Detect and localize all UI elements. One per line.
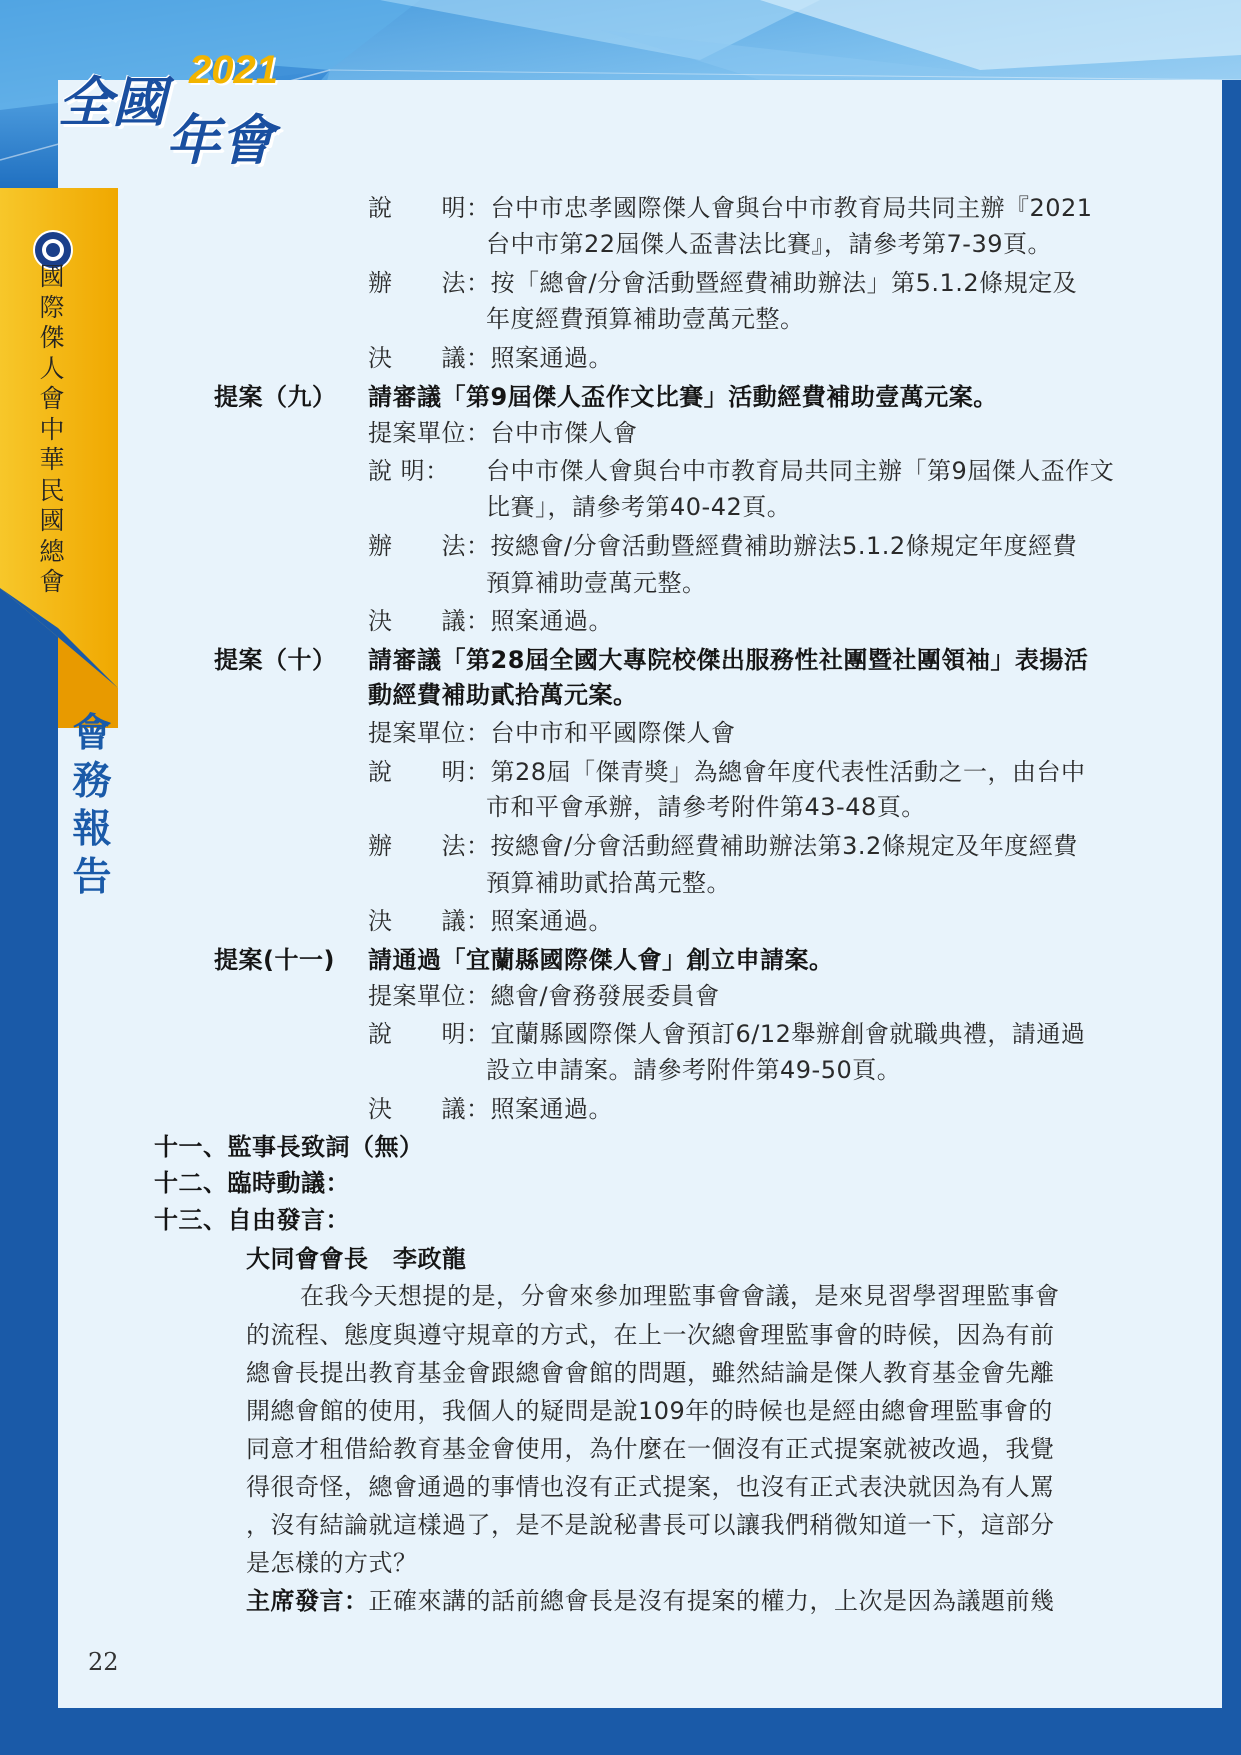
proposal-title: 請審議「第9屆傑人盃作文比賽」活動經費補助壹萬元案。 — [368, 383, 998, 411]
proposal-title: 請通過「宜蘭縣國際傑人會」創立申請案。 — [368, 946, 834, 974]
line-label: 提案單位： — [368, 982, 491, 1010]
text-line — [486, 229, 1052, 259]
line-text: 照案通過。 — [490, 1095, 613, 1123]
text-line — [368, 606, 613, 636]
line-text: 按「總會/分會活動暨經費補助辦法」第5.1.2條規定及 — [490, 269, 1078, 297]
agenda-item — [154, 1132, 424, 1162]
speaker-name — [246, 1244, 467, 1274]
text-line — [368, 193, 1093, 223]
line-label: 說 明： — [368, 1020, 491, 1048]
section-title-text: 會 務 報 告 — [72, 711, 112, 900]
line-text: 宜蘭縣國際傑人會預訂6/12舉辦創會就職典禮，請通過 — [490, 1020, 1086, 1048]
text-line — [368, 343, 613, 373]
line-label: 決 議： — [368, 344, 491, 372]
agenda-item — [154, 1168, 350, 1198]
text-line — [368, 456, 1114, 486]
agenda-item-text: 十一、監事長致詞（無） — [154, 1133, 424, 1161]
text-line — [368, 906, 613, 936]
line-text: 按總會/分會活動暨經費補助辦法5.1.2條規定年度經費 — [490, 532, 1078, 560]
line-text: 台中市第22屆傑人盃書法比賽』，請參考第7-39頁。 — [486, 230, 1053, 258]
text-line — [368, 531, 1077, 561]
line-text: 正確來講的話前總會長是沒有提案的權力，上次是因為議題前幾 — [368, 1587, 1055, 1615]
line-text: 照案通過。 — [490, 607, 613, 635]
paragraph-line — [246, 1396, 1053, 1426]
page-number: 22 — [88, 1648, 119, 1676]
text-line — [368, 757, 1086, 787]
line-text: 預算補助壹萬元整。 — [486, 569, 707, 597]
text-line — [486, 492, 791, 522]
proposal-title: 請審議「第28屆全國大專院校傑出服務性社團暨社團領袖」表揚活 — [368, 646, 1089, 674]
line-text: 總會長提出教育基金會跟總會會館的問題，雖然結論是傑人教育基金會先離 — [246, 1359, 1055, 1387]
agenda-item — [154, 1205, 350, 1235]
line-text: 年度經費預算補助壹萬元整。 — [486, 305, 805, 333]
org-name-text: 國 際 傑 人 會 中 華 民 國 總 會 — [39, 262, 65, 596]
text-line — [368, 1094, 613, 1124]
text-line — [368, 418, 638, 448]
line-label: 說 明： — [368, 194, 491, 222]
line-text: 開總會館的使用，我個人的疑問是說109年的時候也是經由總會理監事會的 — [246, 1397, 1053, 1425]
line-label: 辦 法： — [368, 532, 491, 560]
line-text: 按總會/分會活動經費補助辦法第3.2條規定及年度經費 — [490, 832, 1078, 860]
line-label: 辦 法： — [368, 269, 491, 297]
text-line — [368, 981, 720, 1011]
text-line — [368, 268, 1077, 298]
header-title-line1: 全國 — [58, 71, 166, 134]
line-label: 提案單位： — [368, 419, 491, 447]
speaker-name-text: 大同會會長 李政龍 — [246, 1245, 467, 1273]
line-text: 比賽」，請參考第40-42頁。 — [486, 493, 792, 521]
line-text: 台中市和平國際傑人會 — [490, 719, 736, 747]
proposal-title: 動經費補助貳拾萬元案。 — [368, 681, 638, 709]
line-text: 同意才租借給教育基金會使用，為什麼在一個沒有正式提案就被改過，我覺 — [246, 1435, 1055, 1463]
paragraph-line — [246, 1586, 1055, 1616]
line-text: 市和平會承辦，請參考附件第43-48頁。 — [486, 793, 926, 821]
text-line — [486, 792, 926, 822]
text-line — [486, 568, 707, 598]
text-line — [486, 304, 805, 334]
text-line — [368, 831, 1078, 861]
paragraph-line — [246, 1320, 1055, 1350]
paragraph-line — [246, 1434, 1055, 1464]
line-label: 提案單位： — [368, 719, 491, 747]
proposal-heading — [214, 645, 1088, 675]
paragraph-line — [246, 1472, 1055, 1502]
line-label: 說 明： — [368, 758, 491, 786]
line-text: 台中市傑人會與台中市教育局共同主辦「第9屆傑人盃作文 — [486, 457, 1115, 485]
proposal-number: 提案(十一) — [214, 946, 335, 974]
paragraph-line — [246, 1358, 1055, 1388]
text-line — [368, 1019, 1085, 1049]
paragraph-line — [246, 1510, 1055, 1540]
line-label: 說 明： — [368, 457, 450, 485]
header-title-line2: 年會 — [166, 109, 274, 172]
text-line — [486, 868, 731, 898]
header-year: 2021 — [189, 48, 278, 92]
chair-label: 主席發言： — [246, 1587, 369, 1615]
line-text: ，沒有結論就這樣過了，是不是說秘書長可以讓我們稍微知道一下，這部分 — [246, 1511, 1055, 1539]
proposal-heading — [214, 945, 834, 975]
text-line — [486, 1055, 901, 1085]
line-text: 台中市忠孝國際傑人會與台中市教育局共同主辦『2021 — [490, 194, 1093, 222]
proposal-number: 提案（十） — [214, 646, 337, 674]
line-text: 照案通過。 — [490, 344, 613, 372]
line-label: 決 議： — [368, 907, 491, 935]
line-label: 決 議： — [368, 1095, 491, 1123]
line-text: 台中市傑人會 — [490, 419, 638, 447]
paragraph-line — [300, 1281, 1060, 1311]
line-text: 總會/會務發展委員會 — [490, 982, 720, 1010]
paragraph-line — [246, 1548, 418, 1578]
line-label: 辦 法： — [368, 832, 491, 860]
line-text: 是怎樣的方式？ — [246, 1549, 418, 1577]
line-text: 的流程、態度與遵守規章的方式，在上一次總會理監事會的時候，因為有前 — [246, 1321, 1055, 1349]
line-text: 第28屆「傑青獎」為總會年度代表性活動之一，由台中 — [490, 758, 1086, 786]
proposal-number: 提案（九） — [214, 383, 337, 411]
text-line — [368, 718, 736, 748]
line-text: 預算補助貳拾萬元整。 — [486, 869, 731, 897]
agenda-item-text: 十三、自由發言： — [154, 1206, 350, 1234]
line-text: 在我今天想提的是，分會來參加理監事會會議，是來見習學習理監事會 — [300, 1282, 1060, 1310]
proposal-heading — [214, 382, 998, 412]
line-text: 得很奇怪，總會通過的事情也沒有正式提案，也沒有正式表決就因為有人罵 — [246, 1473, 1055, 1501]
line-text: 照案通過。 — [490, 907, 613, 935]
agenda-item-text: 十二、臨時動議： — [154, 1169, 350, 1197]
line-label: 決 議： — [368, 607, 491, 635]
line-text: 設立申請案。請參考附件第49-50頁。 — [486, 1056, 902, 1084]
proposal-heading-cont — [368, 680, 638, 710]
